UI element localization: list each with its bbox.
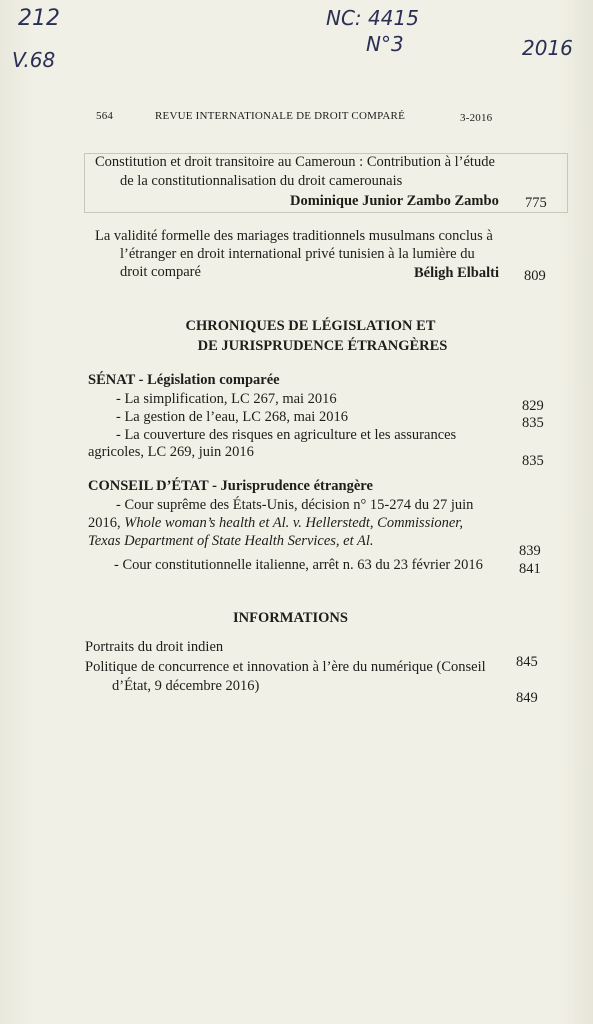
item-case-name: Whole woman’s health et Al. v. Hellerstedt, Commissioner,: [124, 515, 463, 531]
subsection-sublabel: - Législation comparée: [135, 372, 280, 388]
article-title-line: droit comparé: [120, 264, 201, 280]
article-page-number: 775: [525, 195, 547, 211]
running-head-journal: REVUE INTERNATIONALE DE DROIT COMPARÉ: [155, 110, 406, 122]
list-item: - La gestion de l’eau, LC 268, mai 2016: [116, 409, 348, 425]
article-author: Dominique Junior Zambo Zambo: [290, 193, 499, 209]
list-item: Politique de concurrence et innovation à l’ère du numérique (Conseil: [85, 659, 486, 675]
item-page-number: 829: [522, 398, 544, 414]
list-item: d’État, 9 décembre 2016): [112, 678, 260, 694]
list-item: Portraits du droit indien: [85, 639, 224, 655]
list-item: - La simplification, LC 267, mai 2016: [116, 391, 337, 407]
article-title-line: de la constitutionnalisation du droit camerounais: [120, 173, 403, 189]
subsection-sublabel: - Jurisprudence étrangère: [208, 478, 373, 494]
section-heading-informations: INFORMATIONS: [233, 610, 348, 626]
list-item: - Cour suprême des États-Unis, décision n° 15-274 du 27 juin: [116, 497, 474, 513]
subsection-conseil-detat: [88, 478, 373, 495]
article-title-line: Constitution et droit transitoire au Cameroun : Contribution à l’étude: [95, 154, 495, 170]
running-head-page-number: 564: [96, 110, 114, 122]
list-item: [88, 515, 463, 532]
list-item: agricoles, LC 269, juin 2016: [88, 444, 254, 460]
subsection-label: SÉNAT: [88, 372, 136, 388]
handwritten-note-3: NC: 4415: [326, 6, 419, 30]
handwritten-note-5: 2016: [522, 36, 573, 60]
item-page-number: 841: [519, 561, 541, 577]
list-item: - Cour constitutionnelle italienne, arrêt n. 63 du 23 février 2016: [114, 557, 483, 573]
handwritten-note-2: V.68: [12, 48, 56, 72]
article-author: Béligh Elbalti: [414, 265, 500, 281]
item-page-number: 845: [516, 654, 538, 670]
item-text: 2016,: [88, 515, 125, 531]
section-heading-chroniques: CHRONIQUES DE LÉGISLATION ET: [185, 318, 436, 334]
list-item: [88, 533, 374, 550]
item-page-number: 839: [519, 543, 541, 559]
item-case-name: Texas Department of State Health Services, et Al.: [88, 533, 374, 549]
article-page-number: 809: [524, 268, 546, 284]
handwritten-note-4: N°3: [366, 32, 404, 56]
article-title-line: l’étranger en droit international privé tunisien à la lumière du: [120, 246, 475, 262]
list-item: - La couverture des risques en agriculture et les assurances: [116, 427, 457, 443]
subsection-senat: [88, 372, 280, 389]
running-head-issue: 3-2016: [460, 112, 493, 124]
handwritten-note-1: 212: [18, 6, 60, 31]
article-title-line: La validité formelle des mariages traditionnels musulmans conclus à: [95, 228, 493, 244]
item-page-number: 835: [522, 415, 544, 431]
item-page-number: 835: [522, 453, 544, 469]
section-heading-chroniques: DE JURISPRUDENCE ÉTRANGÈRES: [197, 338, 448, 354]
subsection-label: CONSEIL D’ÉTAT: [88, 478, 209, 494]
item-page-number: 849: [516, 690, 538, 706]
